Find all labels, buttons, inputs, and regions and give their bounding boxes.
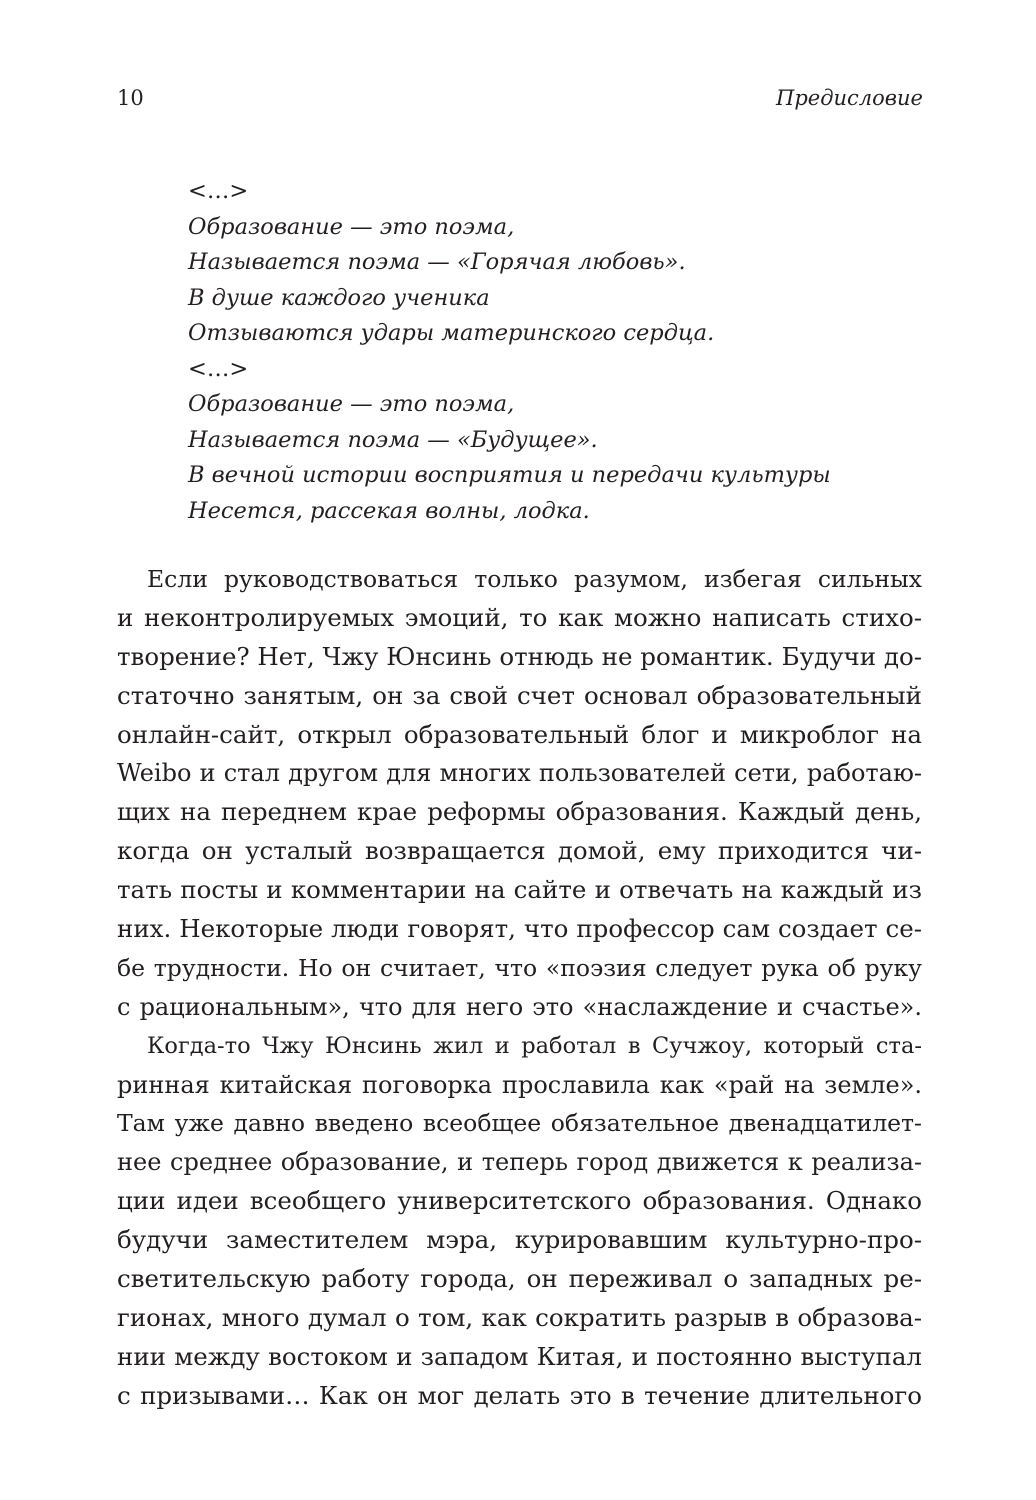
text-line: будучи заместителем мэра, курировавшим культурно-про- xyxy=(117,1225,922,1255)
text-line: гионах, много думал о том, как сократить разрыв в образова- xyxy=(117,1302,922,1332)
text-line: творение? Нет, Чжу Юнсинь отнюдь не романтик. Будучи до- xyxy=(117,641,922,671)
poem-line: Отзываются удары материнского сердца. xyxy=(188,320,715,346)
text-line: Там уже давно введено всеобщее обязательное двенадцатилет- xyxy=(117,1109,922,1138)
poem-line: Называется поэма — «Горячая любовь». xyxy=(188,249,686,275)
poem-line: Называется поэма — «Будущее». xyxy=(188,426,598,453)
poem-omission: <…> xyxy=(188,355,249,382)
running-header xyxy=(117,86,923,120)
text-line: них. Некоторые люди говорят, что профессор сам создает се- xyxy=(117,914,922,944)
poem-quote xyxy=(188,174,908,529)
text-line: бе трудности. Но он считает, что «поэзия следует рука об руку xyxy=(117,953,922,982)
text-line: тать посты и комментарии на сайте и отвечать на каждый из xyxy=(117,875,922,905)
poem-omission: <…> xyxy=(188,178,249,204)
page-number: 10 xyxy=(117,86,144,110)
text-line: онлайн-сайт, открыл образовательный блог и микроблог на xyxy=(117,719,922,749)
paragraph-1 xyxy=(117,560,922,1027)
text-line: светительскую работу города, он переживал о западных ре- xyxy=(117,1264,922,1294)
poem-line: В вечной истории восприятия и передачи культуры xyxy=(188,462,831,488)
text-line: когда он усталый возвращается домой, ему приходится чи- xyxy=(117,836,922,866)
poem-line: Образование — это поэма, xyxy=(188,391,515,417)
text-line: статочно занятым, он за свой счет основал образовательный xyxy=(117,680,922,710)
body-text xyxy=(117,560,922,1416)
text-line: щих на переднем крае реформы образования. Каждый день, xyxy=(117,797,922,827)
section-title: Предисловие xyxy=(776,86,923,110)
poem-line: Образование — это поэма, xyxy=(188,213,515,240)
poem-line: Несется, рассекая волны, лодка. xyxy=(188,497,590,524)
poem-line: В душе каждого ученика xyxy=(188,284,490,311)
text-line: нее среднее образование, и теперь город движется к реализа- xyxy=(117,1148,922,1177)
text-line: ции идеи всеобщего университетского образования. Однако xyxy=(117,1186,922,1216)
text-line: нии между востоком и западом Китая, и постоянно выступал xyxy=(117,1341,922,1371)
text-line: и неконтролируемых эмоций, то как можно написать стихо- xyxy=(117,602,922,632)
text-line: с призывами… Как он мог делать это в течение длительного xyxy=(117,1380,922,1410)
text-line: ринная китайская поговорка прославила как «рай на земле». xyxy=(117,1070,922,1099)
text-line: Weibo и стал другом для многих пользователей сети, работаю- xyxy=(117,759,922,788)
text-line: Если руководствоваться только разумом, избегая сильных xyxy=(147,565,922,593)
text-line: с рациональным», что для него это «наслаждение и счастье». xyxy=(117,992,922,1021)
paragraph-2 xyxy=(117,1027,922,1416)
text-line: Когда-то Чжу Юнсинь жил и работал в Сучжоу, который ста- xyxy=(147,1032,922,1059)
